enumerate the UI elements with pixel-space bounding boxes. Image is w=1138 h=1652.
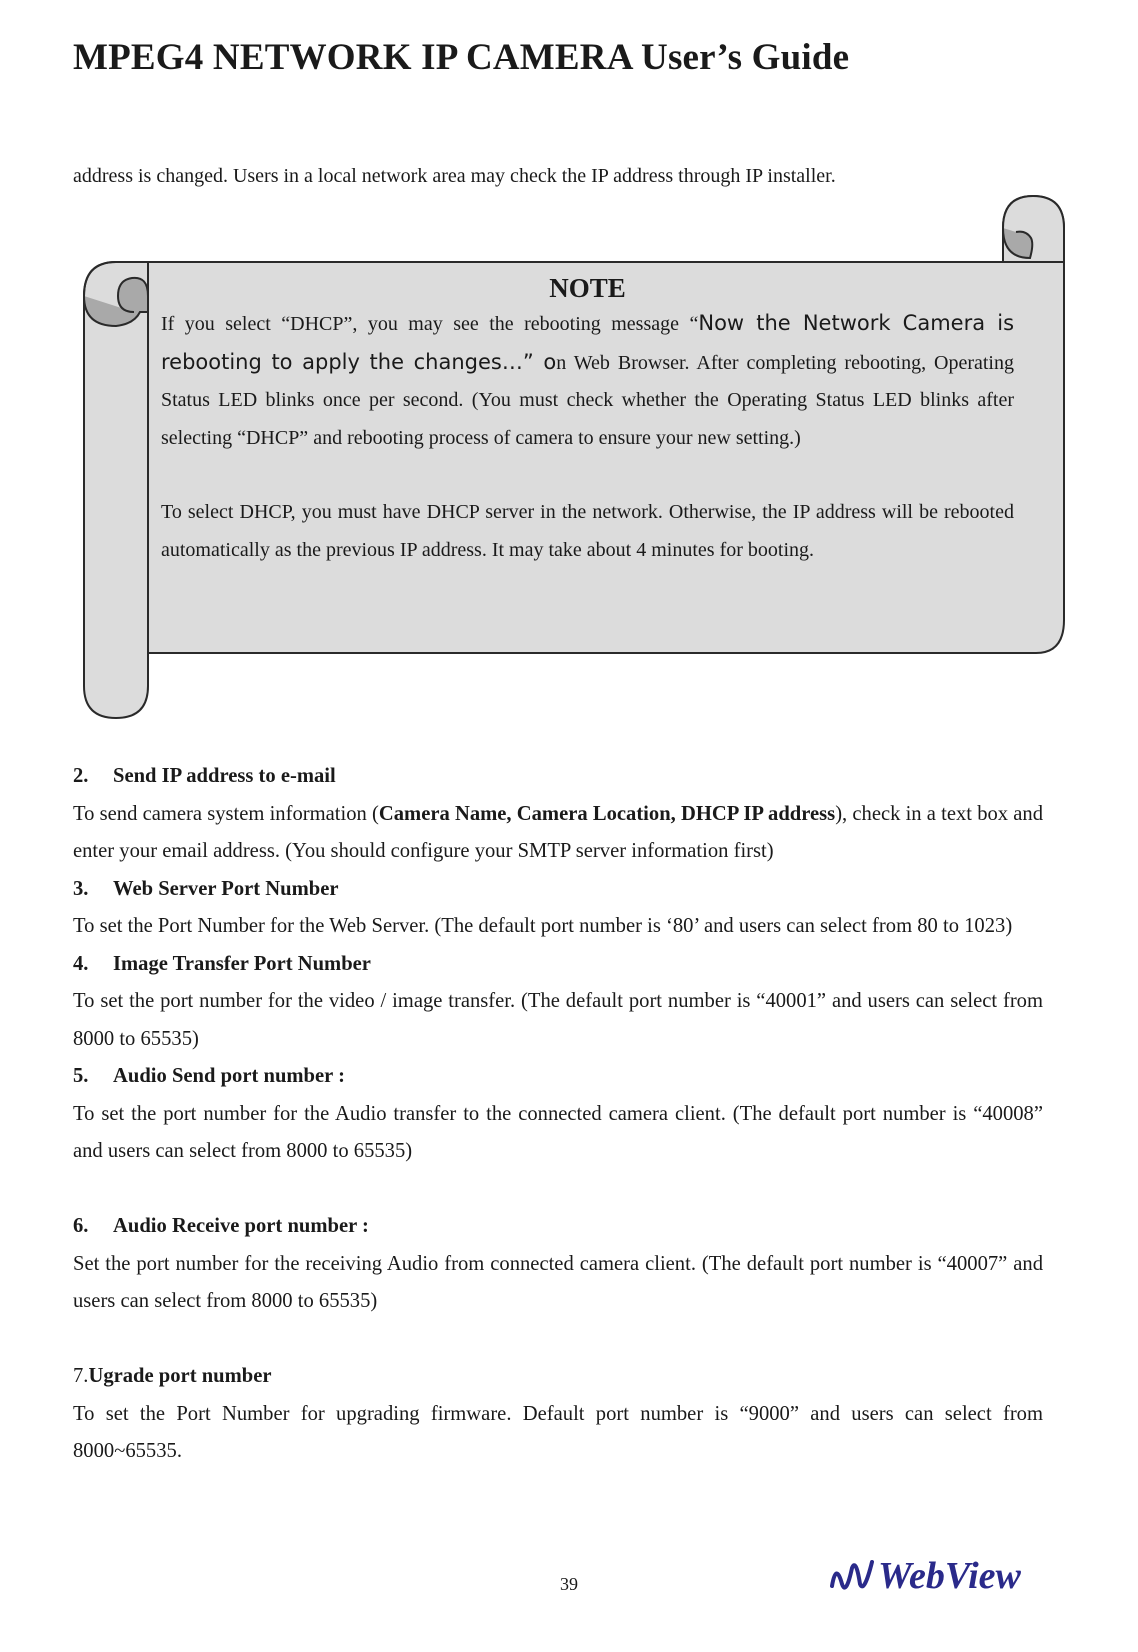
section-heading-7: 7.Ugrade port number — [73, 1365, 272, 1387]
section-text-7: To set the Port Number for upgrading firmware. Default port number is “9000” and users can select from 8000~65535. — [73, 1402, 1043, 1462]
page-number: 39 — [560, 1574, 578, 1594]
note-heading: NOTE — [549, 273, 626, 303]
section-heading-6: 6. Audio Receive port number : — [73, 1215, 369, 1237]
section-heading-4: 4. Image Transfer Port Number — [73, 952, 371, 975]
note-p1-before: If you select “DHCP”, you may see the rebooting message “ — [161, 313, 699, 335]
intro-paragraph: address is changed. Users in a local network area may check the IP address through IP installer. — [73, 165, 836, 187]
note-p1-message: Now the Network Camera is rebooting to apply the changes…” o — [161, 311, 1015, 374]
settings-sections — [73, 758, 1043, 1471]
note-paragraph-2: To select DHCP, you must have DHCP server in the network. Otherwise, the IP address will be rebooted automatically as the previous IP address. It may take about 4 minutes for booting. — [161, 501, 1014, 561]
logo-text: WebView — [878, 1555, 1021, 1597]
section-text-2: To send camera system information (Camera Name, Camera Location, DHCP IP address), check in a text box and enter your email address. (You should configure your SMTP server information first) — [73, 802, 1044, 862]
webview-logo — [826, 1548, 1058, 1600]
section-text-4: To set the port number for the video / image transfer. (The default port number is “40001” and users can select from 8000 to 65535) — [73, 990, 1043, 1050]
section-text-6: Set the port number for the receiving Audio from connected camera client. (The default port number is “40007” and users can select from 8000 to 65535) — [73, 1252, 1043, 1312]
note-p1-after: n Web Browser. After completing rebooting, Operating Status LED blinks once per second. (You must check whether the Operating Status LED blinks after selecting “DHCP” and rebooting process of camera to ensure your new setting.) — [161, 351, 1014, 449]
document-title: MPEG4 NETWORK IP CAMERA User’s Guide — [73, 37, 850, 78]
section-heading-3: 3. Web Server Port Number — [73, 877, 339, 900]
note-paragraph-1 — [161, 305, 1014, 457]
section-heading-5: 5. Audio Send port number : — [73, 1065, 345, 1087]
section-heading-2: 2. Send IP address to e-mail — [73, 765, 336, 787]
section-text-3: To set the Port Number for the Web Server. (The default port number is ‘80’ and users can select from 80 to 1023) — [73, 915, 1013, 937]
note-box — [161, 271, 1014, 569]
section-text-5: To set the port number for the Audio transfer to the connected camera client. (The default port number is “40008” and users can select from 8000 to 65535) — [73, 1102, 1043, 1162]
